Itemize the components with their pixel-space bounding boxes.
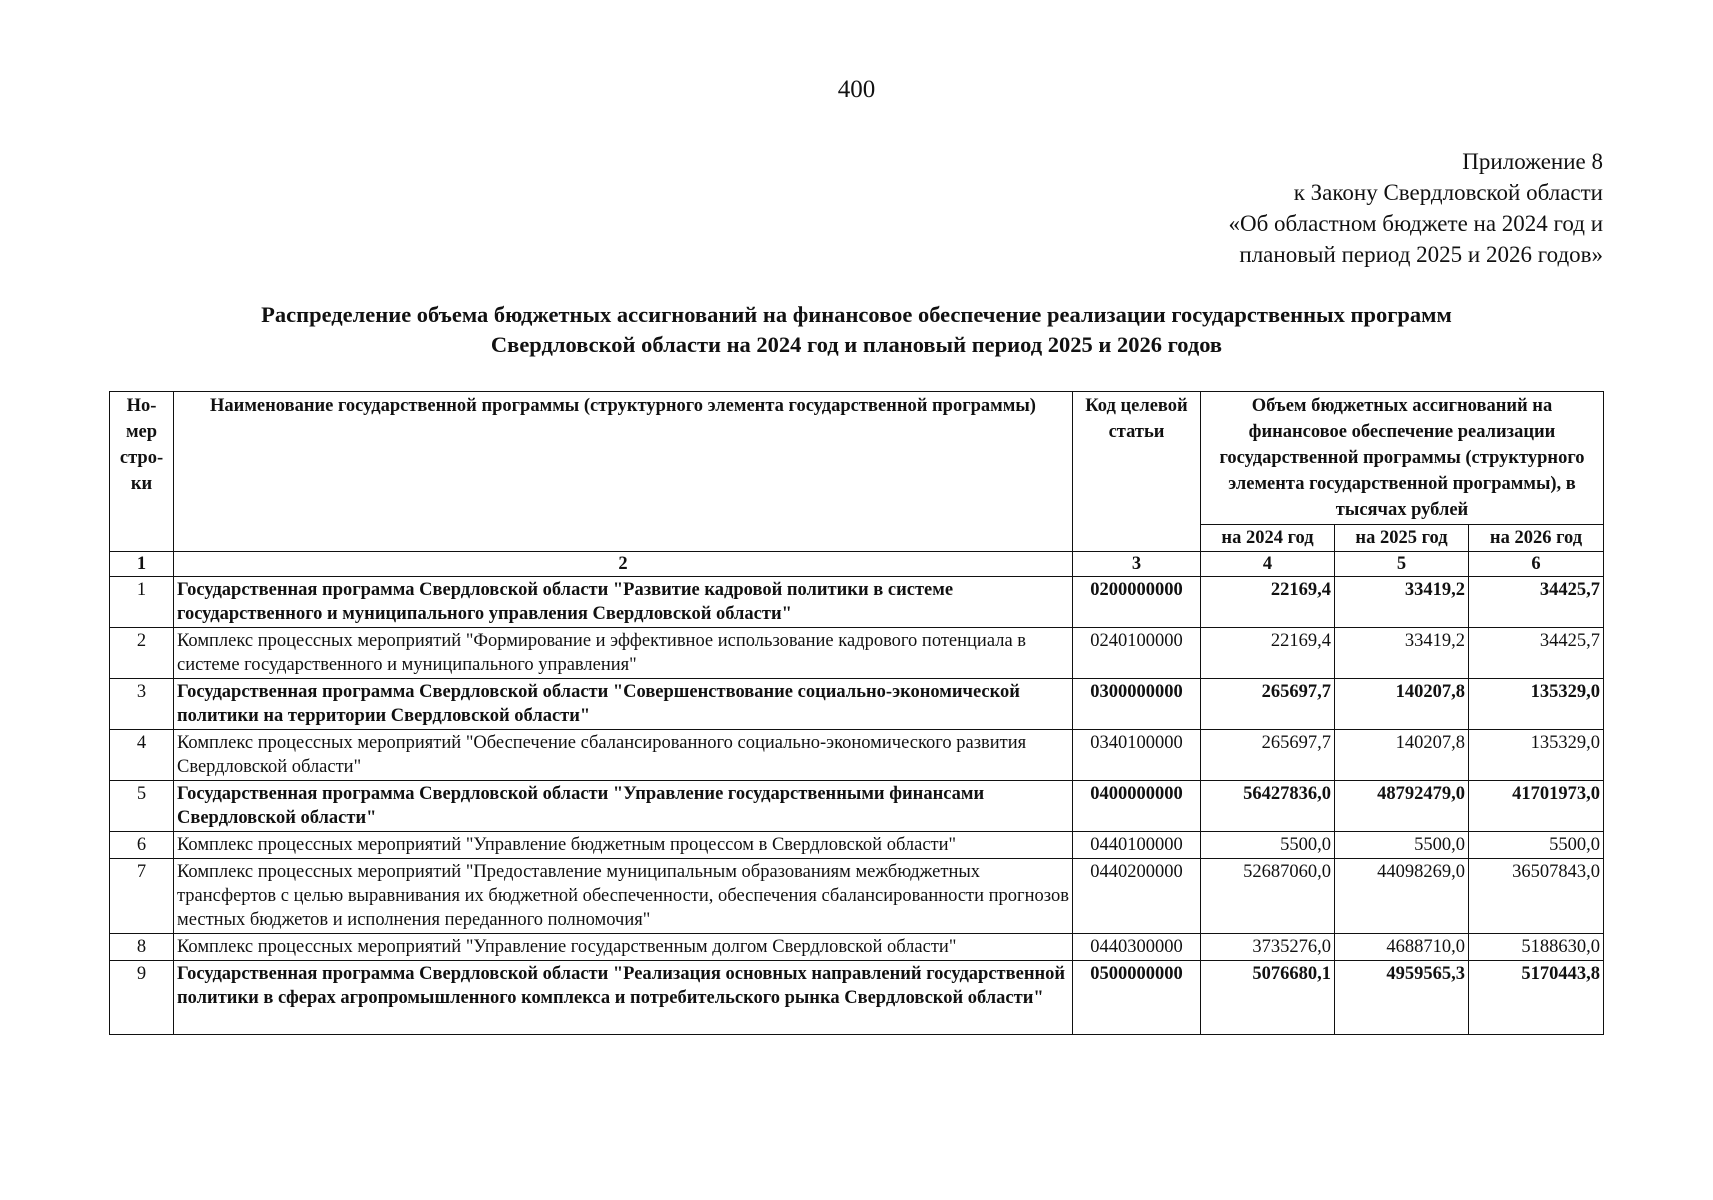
- amount-2025-cell: 48792479,0: [1335, 781, 1469, 832]
- amount-2025-cell: 33419,2: [1335, 628, 1469, 679]
- amount-2026-cell: 36507843,0: [1469, 859, 1604, 934]
- row-number-cell: 9: [110, 961, 174, 1035]
- page-number: 400: [837, 76, 876, 103]
- amount-2024-cell: 22169,4: [1201, 577, 1335, 628]
- amount-2026-cell: 135329,0: [1469, 730, 1604, 781]
- header-program-name: Наименование государственной программы (структурного элемента государственной программы): [174, 392, 1073, 552]
- amount-2024-cell: 52687060,0: [1201, 859, 1335, 934]
- program-name-cell: Государственная программа Свердловской области "Совершенствование социально-экономической политики на территории Свердловской области": [174, 679, 1073, 730]
- column-number: 1: [110, 552, 174, 577]
- amount-2025-cell: 5500,0: [1335, 832, 1469, 859]
- amount-2026-cell: 41701973,0: [1469, 781, 1604, 832]
- program-name-cell: Государственная программа Свердловской области "Реализация основных направлений государственной политики в сферах агропромышленного комплекса и потребительского рынка Свердловской области": [174, 961, 1073, 1035]
- column-number-row: [110, 552, 1604, 577]
- header-year-2024: на 2024 год: [1201, 525, 1335, 552]
- amount-2024-cell: 22169,4: [1201, 628, 1335, 679]
- table-row: [110, 730, 1604, 781]
- row-number-cell: 1: [110, 577, 174, 628]
- program-name-cell: Комплекс процессных мероприятий "Управление бюджетным процессом в Свердловской области": [174, 832, 1073, 859]
- amount-2026-cell: 34425,7: [1469, 628, 1604, 679]
- row-number-cell: 6: [110, 832, 174, 859]
- target-code-cell: 0400000000: [1073, 781, 1201, 832]
- document-title-line: Свердловской области на 2024 год и плановый период 2025 и 2026 годов: [490, 332, 1223, 357]
- table-row: [110, 679, 1604, 730]
- target-code-cell: 0200000000: [1073, 577, 1201, 628]
- program-name-cell: Комплекс процессных мероприятий "Обеспечение сбалансированного социально-экономического развития Свердловской области": [174, 730, 1073, 781]
- document-title-line: Распределение объема бюджетных ассигнований на финансовое обеспечение реализации государственных программ: [261, 302, 1452, 327]
- appendix-line: к Закону Свердловской области: [1293, 180, 1603, 205]
- budget-table-body: [110, 552, 1604, 1035]
- amount-2025-cell: 33419,2: [1335, 577, 1469, 628]
- program-name-cell: Комплекс процессных мероприятий "Управление государственным долгом Свердловской области": [174, 934, 1073, 961]
- document-title: [0, 300, 1713, 360]
- budget-table: [109, 391, 1604, 1035]
- row-number-cell: 2: [110, 628, 174, 679]
- target-code-cell: 0300000000: [1073, 679, 1201, 730]
- amount-2024-cell: 3735276,0: [1201, 934, 1335, 961]
- amount-2025-cell: 140207,8: [1335, 679, 1469, 730]
- amount-2025-cell: 4959565,3: [1335, 961, 1469, 1035]
- row-number-cell: 5: [110, 781, 174, 832]
- header-budget-volume: Объем бюджетных ассигнований на финансовое обеспечение реализации государственной программы (структурного элемента государственной программы), в тысячах рублей: [1201, 392, 1604, 525]
- row-number-cell: 4: [110, 730, 174, 781]
- amount-2025-cell: 44098269,0: [1335, 859, 1469, 934]
- table-row: [110, 832, 1604, 859]
- table-row: [110, 781, 1604, 832]
- table-row: [110, 961, 1604, 1035]
- amount-2024-cell: 5076680,1: [1201, 961, 1335, 1035]
- amount-2026-cell: 5500,0: [1469, 832, 1604, 859]
- amount-2024-cell: 265697,7: [1201, 679, 1335, 730]
- header-row-number: Но-мер стро-ки: [110, 392, 174, 552]
- column-number: 5: [1335, 552, 1469, 577]
- target-code-cell: 0440100000: [1073, 832, 1201, 859]
- program-name-cell: Комплекс процессных мероприятий "Формирование и эффективное использование кадрового потенциала в системе государственного и муниципального управления": [174, 628, 1073, 679]
- program-name-cell: Государственная программа Свердловской области "Развитие кадровой политики в системе государственного и муниципального управления Свердловской области": [174, 577, 1073, 628]
- target-code-cell: 0500000000: [1073, 961, 1201, 1035]
- column-number: 6: [1469, 552, 1604, 577]
- amount-2025-cell: 4688710,0: [1335, 934, 1469, 961]
- target-code-cell: 0340100000: [1073, 730, 1201, 781]
- target-code-cell: 0440300000: [1073, 934, 1201, 961]
- header-year-2026: на 2026 год: [1469, 525, 1604, 552]
- header-target-code: Код целевой статьи: [1073, 392, 1201, 552]
- row-number-cell: 7: [110, 859, 174, 934]
- appendix-line: плановый период 2025 и 2026 годов»: [1239, 242, 1603, 267]
- target-code-cell: 0240100000: [1073, 628, 1201, 679]
- row-number-cell: 3: [110, 679, 174, 730]
- amount-2026-cell: 5188630,0: [1469, 934, 1604, 961]
- table-row: [110, 934, 1604, 961]
- appendix-reference: [1228, 146, 1603, 270]
- column-number: 4: [1201, 552, 1335, 577]
- amount-2024-cell: 5500,0: [1201, 832, 1335, 859]
- amount-2026-cell: 34425,7: [1469, 577, 1604, 628]
- row-number-cell: 8: [110, 934, 174, 961]
- table-row: [110, 628, 1604, 679]
- amount-2026-cell: 5170443,8: [1469, 961, 1604, 1035]
- table-row: [110, 577, 1604, 628]
- program-name-cell: Государственная программа Свердловской области "Управление государственными финансами Свердловской области": [174, 781, 1073, 832]
- appendix-line: «Об областном бюджете на 2024 год и: [1228, 211, 1603, 236]
- appendix-line: Приложение 8: [1462, 149, 1603, 174]
- target-code-cell: 0440200000: [1073, 859, 1201, 934]
- amount-2024-cell: 265697,7: [1201, 730, 1335, 781]
- table-row: [110, 859, 1604, 934]
- header-year-2025: на 2025 год: [1335, 525, 1469, 552]
- amount-2026-cell: 135329,0: [1469, 679, 1604, 730]
- amount-2025-cell: 140207,8: [1335, 730, 1469, 781]
- column-number: 3: [1073, 552, 1201, 577]
- program-name-cell: Комплекс процессных мероприятий "Предоставление муниципальным образованиям межбюджетных трансфертов с целью выравнивания их бюджетной обеспеченности, обеспечения сбалансированности прогнозов местных бюджетов и исполнения переданного полномочия": [174, 859, 1073, 934]
- column-number: 2: [174, 552, 1073, 577]
- amount-2024-cell: 56427836,0: [1201, 781, 1335, 832]
